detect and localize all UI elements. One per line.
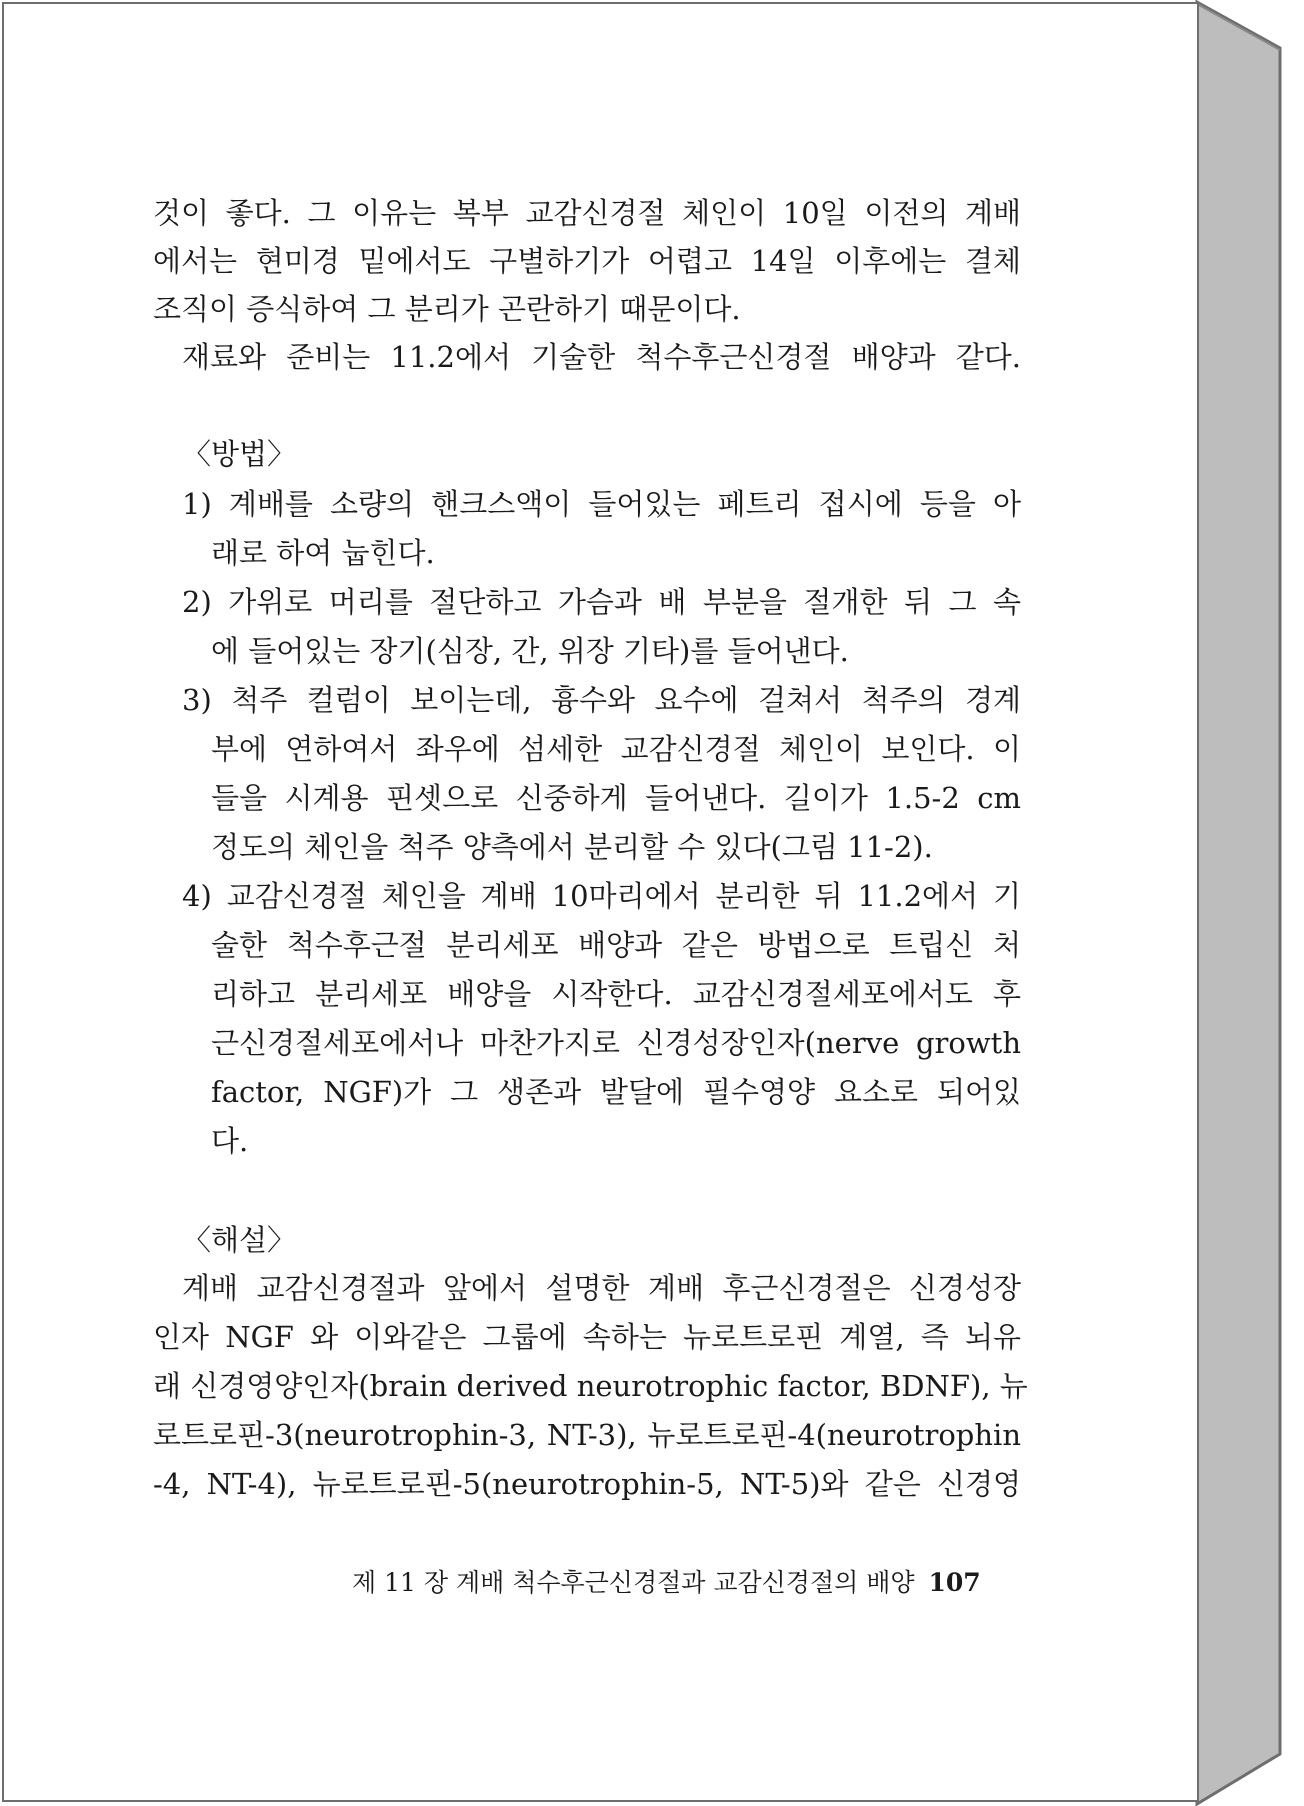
method-step-2-line: 에 들어있는 장기(심장, 간, 위장 기타)를 들어낸다. — [211, 634, 849, 668]
method-step-4-line: 술한 척수후근절 분리세포 배양과 같은 방법으로 트립신 처 — [211, 928, 1021, 962]
commentary-line: 로트로핀-3(neurotrophin-3, NT-3), 뉴로트로핀-4(neurotrophin — [153, 1418, 1021, 1452]
method-step-1-line: 래로 하여 눕힌다. — [211, 536, 435, 570]
page-number: 107 — [928, 1568, 981, 1597]
running-chapter-title: 제 11 장 계배 척수후근신경절과 교감신경절의 배양 — [352, 1568, 915, 1597]
page-footer — [352, 1563, 992, 1603]
method-step-3-line: 부에 연하여서 좌우에 섬세한 교감신경절 체인이 보인다. 이 — [211, 732, 1021, 766]
commentary-line: 래 신경영양인자(brain derived neurotrophic factor, BDNF), 뉴 — [153, 1369, 1028, 1403]
method-step-4-line: 4) 교감신경절 체인을 계배 10마리에서 분리한 뒤 11.2에서 기 — [182, 879, 1021, 913]
method-step-4-line: 리하고 분리세포 배양을 시작한다. 교감신경절세포에서도 후 — [211, 977, 1021, 1011]
intro-line: 에서는 현미경 밑에서도 구별하기가 어렵고 14일 이후에는 결체 — [153, 244, 1021, 278]
commentary-line: 계배 교감신경절과 앞에서 설명한 계배 후근신경절은 신경성장 — [182, 1271, 1021, 1305]
method-step-3-line: 들을 시계용 핀셋으로 신중하게 들어낸다. 길이가 1.5-2 cm — [211, 781, 1021, 815]
method-step-1-line: 1) 계배를 소량의 핸크스액이 들어있는 페트리 접시에 등을 아 — [182, 487, 1021, 521]
method-step-4-line: 다. — [211, 1124, 249, 1158]
intro-line: 조직이 증식하여 그 분리가 곤란하기 때문이다. — [153, 292, 741, 326]
intro-line: 재료와 준비는 11.2에서 기술한 척수후근신경절 배양과 같다. — [182, 340, 1021, 374]
method-step-4-line: factor, NGF)가 그 생존과 발달에 필수영양 요소로 되어있 — [211, 1075, 1021, 1109]
method-heading: 〈방법〉 — [182, 437, 297, 471]
method-step-4-line: 근신경절세포에서나 마찬가지로 신경성장인자(nerve growth — [211, 1026, 1021, 1060]
method-step-3-line: 3) 척주 컬럼이 보이는데, 흉수와 요수에 걸쳐서 척주의 경계 — [182, 683, 1021, 717]
method-step-3-line: 정도의 체인을 척주 양측에서 분리할 수 있다(그림 11-2). — [211, 830, 933, 864]
commentary-line: 인자 NGF 와 이와같은 그룹에 속하는 뉴로트로핀 계열, 즉 뇌유 — [153, 1320, 1021, 1354]
commentary-line: -4, NT-4), 뉴로트로핀-5(neurotrophin-5, NT-5)와 같은 신경영 — [153, 1467, 1021, 1501]
method-step-2-line: 2) 가위로 머리를 절단하고 가슴과 배 부분을 절개한 뒤 그 속 — [182, 585, 1021, 619]
intro-line: 것이 좋다. 그 이유는 복부 교감신경절 체인이 10일 이전의 계배 — [153, 196, 1021, 230]
commentary-heading: 〈해설〉 — [182, 1223, 297, 1257]
